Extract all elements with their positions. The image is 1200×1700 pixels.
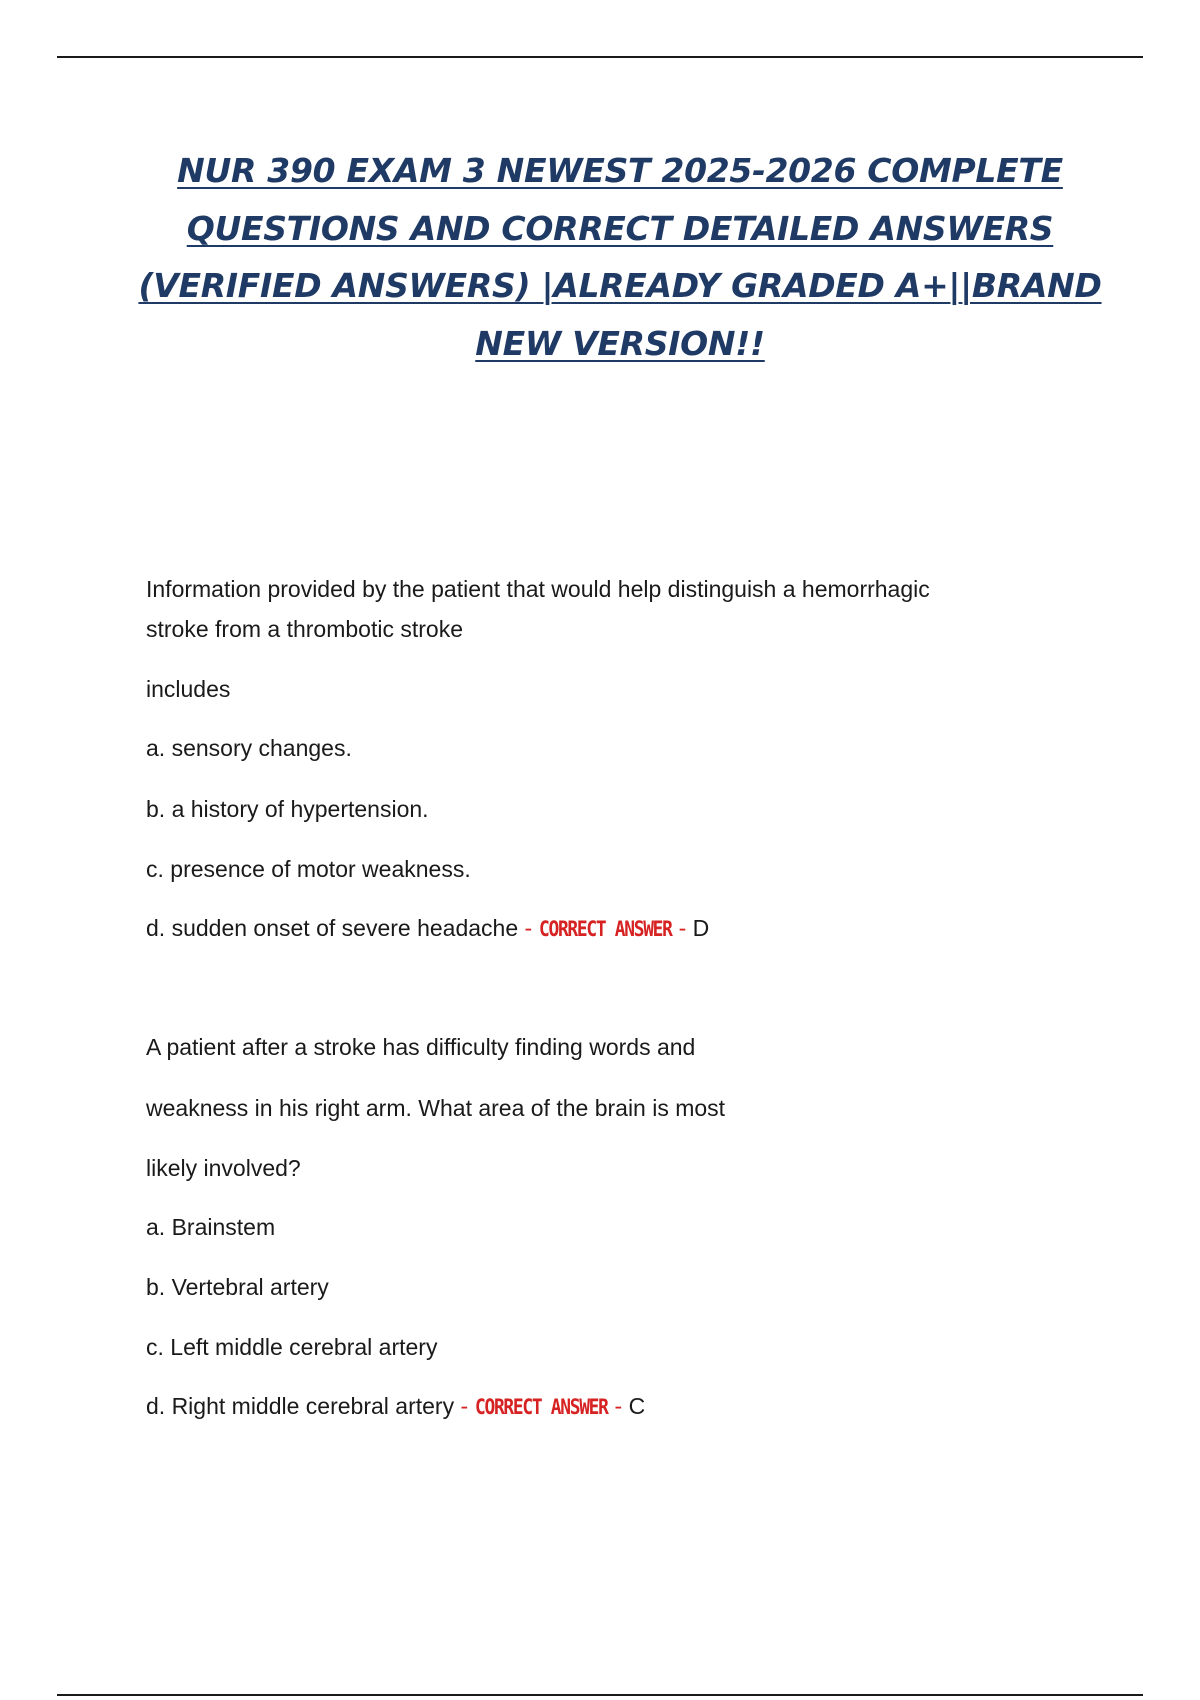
answer-dash: -	[460, 1393, 469, 1419]
answer-dash: -	[678, 915, 687, 941]
option-b: b. Vertebral artery	[146, 1274, 329, 1300]
option-c: c. Left middle cerebral artery	[146, 1334, 438, 1360]
question-stem-line: includes	[146, 676, 231, 702]
option-d: d. Right middle cerebral artery	[146, 1393, 455, 1419]
option-d-with-answer	[146, 913, 709, 944]
answer-letter: C	[628, 1393, 646, 1419]
answer-letter: D	[692, 915, 710, 941]
option-a: a. Brainstem	[146, 1214, 276, 1240]
correct-answer-label: CORRECT ANSWER	[538, 917, 672, 941]
top-rule	[57, 56, 1143, 58]
correct-answer-label: CORRECT ANSWER	[474, 1395, 608, 1419]
option-d: d. sudden onset of severe headache	[146, 915, 519, 941]
bottom-rule	[57, 1694, 1143, 1696]
question-stem-line: Information provided by the patient that would help distinguish a hemorrhagic	[146, 576, 930, 602]
option-b: b. a history of hypertension.	[146, 796, 429, 822]
question-stem-line: weakness in his right arm. What area of the brain is most	[146, 1095, 726, 1121]
option-d-with-answer	[146, 1391, 645, 1422]
answer-dash: -	[524, 915, 533, 941]
title-line: NUR 390 EXAM 3 NEWEST 2025-2026 COMPLETE	[177, 151, 1063, 190]
option-a: a. sensory changes.	[146, 735, 352, 761]
question-stem-line: A patient after a stroke has difficulty finding words and	[146, 1034, 696, 1060]
question-stem-line: stroke from a thrombotic stroke	[146, 616, 463, 642]
document-title	[130, 142, 1110, 372]
option-c: c. presence of motor weakness.	[146, 856, 471, 882]
question-stem-line: likely involved?	[146, 1155, 301, 1181]
title-line: NEW VERSION!!	[475, 323, 765, 363]
answer-dash: -	[614, 1393, 623, 1419]
title-line: (VERIFIED ANSWERS) |ALREADY GRADED A+||BRAND	[138, 266, 1102, 305]
title-line: QUESTIONS AND CORRECT DETAILED ANSWERS	[186, 208, 1054, 248]
